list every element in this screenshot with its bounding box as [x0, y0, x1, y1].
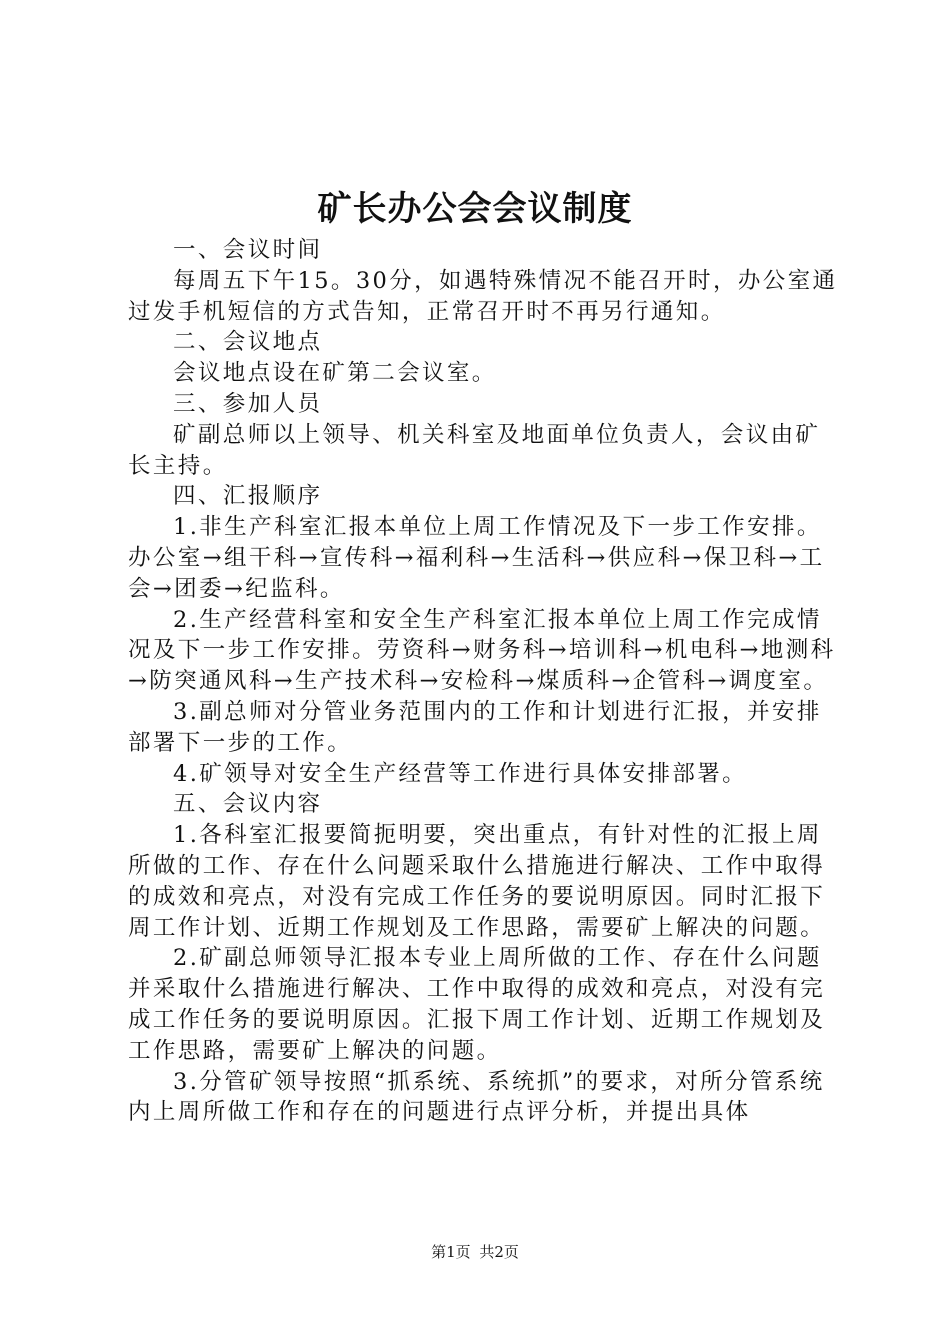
- heading-meeting-time: 一、会议时间: [173, 237, 323, 263]
- document-title: 矿长办公会会议制度: [317, 189, 633, 229]
- paragraph-meeting-content-1: 1.各科室汇报要简扼明要，突出重点，有针对性的汇报上周所做的工作、存在什么问题采取什么措施进行解决、工作中取得的成效和亮点，对没有完成工作任务的要说明原因。同时汇报下周工作计划、近期工作规划及工作思路，需要矿上解决的问题。: [128, 822, 826, 941]
- page-number: 第1页: [431, 1243, 471, 1261]
- heading-attendees: 三、参加人员: [173, 390, 323, 417]
- paragraph-attendees: 矿副总师以上领导、机关科室及地面单位负责人，会议由矿长主持。: [128, 421, 821, 479]
- paragraph-report-order-4: 4.矿领导对安全生产经营等工作进行具体安排部署。: [173, 760, 748, 787]
- paragraph-report-order-2: 2.生产经营科室和安全生产科室汇报本单位上周工作完成情况及下一步工作安排。劳资科→财务科→培训科→机电科→地测科→防突通风科→生产技术科→安检科→煤质科→企管科→调度室。: [128, 606, 836, 695]
- heading-meeting-content: 五、会议内容: [173, 791, 323, 818]
- paragraph-meeting-time: 每周五下午15。30分，如遇特殊情况不能召开时，办公室通过发手机短信的方式告知，正常召开时不再另行通知。: [128, 267, 838, 325]
- page-footer: [0, 1241, 950, 1263]
- document-body: [128, 235, 840, 1128]
- paragraph-meeting-location: 会议地点设在矿第二会议室。: [173, 360, 497, 387]
- heading-meeting-location: 二、会议地点: [173, 329, 323, 356]
- page-total: 共2页: [479, 1243, 519, 1261]
- paragraph-meeting-content-3: 3.分管矿领导按照“抓系统、系统抓”的要求，对所分管系统内上周所做工作和存在的问题进行点评分析，并提出具体: [128, 1068, 825, 1126]
- paragraph-report-order-3: 3.副总师对分管业务范围内的工作和计划进行汇报，并安排部署下一步的工作。: [128, 698, 822, 756]
- heading-report-order: 四、汇报顺序: [173, 483, 323, 510]
- paragraph-meeting-content-2: 2.矿副总师领导汇报本专业上周所做的工作、存在什么问题并采取什么措施进行解决、工作中取得的成效和亮点，对没有完成工作任务的要说明原因。汇报下周工作计划、近期工作规划及工作思路，需要矿上解决的问题。: [128, 945, 826, 1064]
- paragraph-report-order-1: 1.非生产科室汇报本单位上周工作情况及下一步工作安排。办公室→组干科→宣传科→福利科→生活科→供应科→保卫科→工会→团委→纪监科。: [128, 514, 825, 602]
